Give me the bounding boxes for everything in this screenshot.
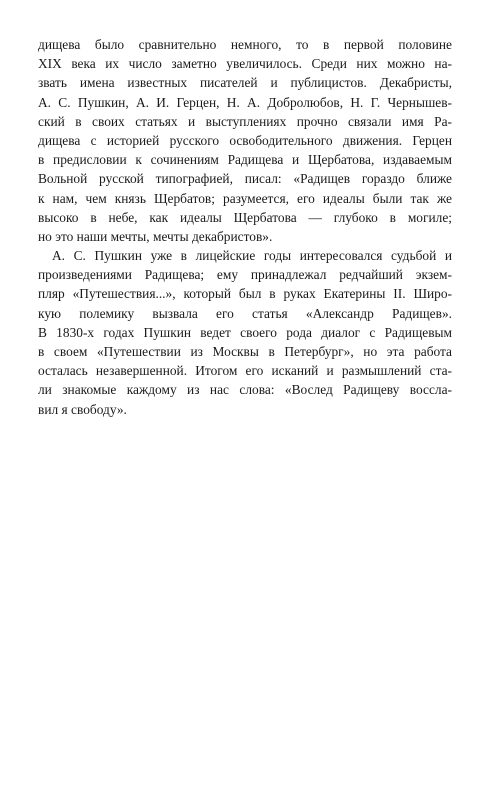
text-line: кую полемику вызвала его статья «Александр Радищев». (38, 305, 452, 321)
text-line: А. С. Пушкин, А. И. Герцен, Н. А. Добролюбов, Н. Г. Чернышев- (38, 94, 452, 110)
text-line: осталась незавершенной. Итогом его исканий и размышлений ста- (38, 363, 452, 379)
text-line: дищева с историей русского освободительного движения. Герцен (38, 132, 452, 148)
text-line: звать имена известных писателей и публицистов. Декабристы, (38, 75, 452, 91)
text-line: А. С. Пушкин уже в лицейские годы интересовался судьбой и (52, 248, 452, 264)
paragraph (38, 246, 452, 419)
text-line: дищева было сравнительно немного, то в первой половине (38, 37, 452, 52)
text-line: в предисловии к сочинениям Радищева и Щербатова, издаваемым (38, 152, 452, 168)
text-line: высоко в небе, как идеалы Щербатова — глубоко в могиле; (38, 209, 452, 225)
text-line: Вольной русской типографией, писал: «Радищев гораздо ближе (38, 171, 452, 187)
text-line: к нам, чем князь Щербатов; разумеется, его идеалы были так же (38, 190, 452, 206)
text-line: XIX века их число заметно увеличилось. Среди них можно на- (38, 56, 452, 72)
text-line: ский в своих статьях и выступлениях прочно связали имя Ра- (38, 113, 452, 129)
text-line: ли знакомые каждому из нас слова: «Вослед Радищеву восcла- (38, 382, 452, 398)
paragraph (38, 35, 452, 246)
body-text (38, 35, 452, 419)
text-line: пляр «Путешествия...», который был в руках Екатерины II. Широ- (38, 286, 452, 302)
text-line: но это наши мечты, мечты декабристов». (38, 228, 273, 244)
text-line: в своем «Путешествии из Москвы в Петербург», но эта работа (38, 344, 452, 359)
text-line: произведениями Радищева; ему принадлежал редчайший экзем- (38, 267, 452, 283)
text-line: вил я свободу». (38, 401, 127, 417)
text-line: В 1830-х годах Пушкин ведет своего рода диалог с Радищевым (38, 324, 452, 340)
